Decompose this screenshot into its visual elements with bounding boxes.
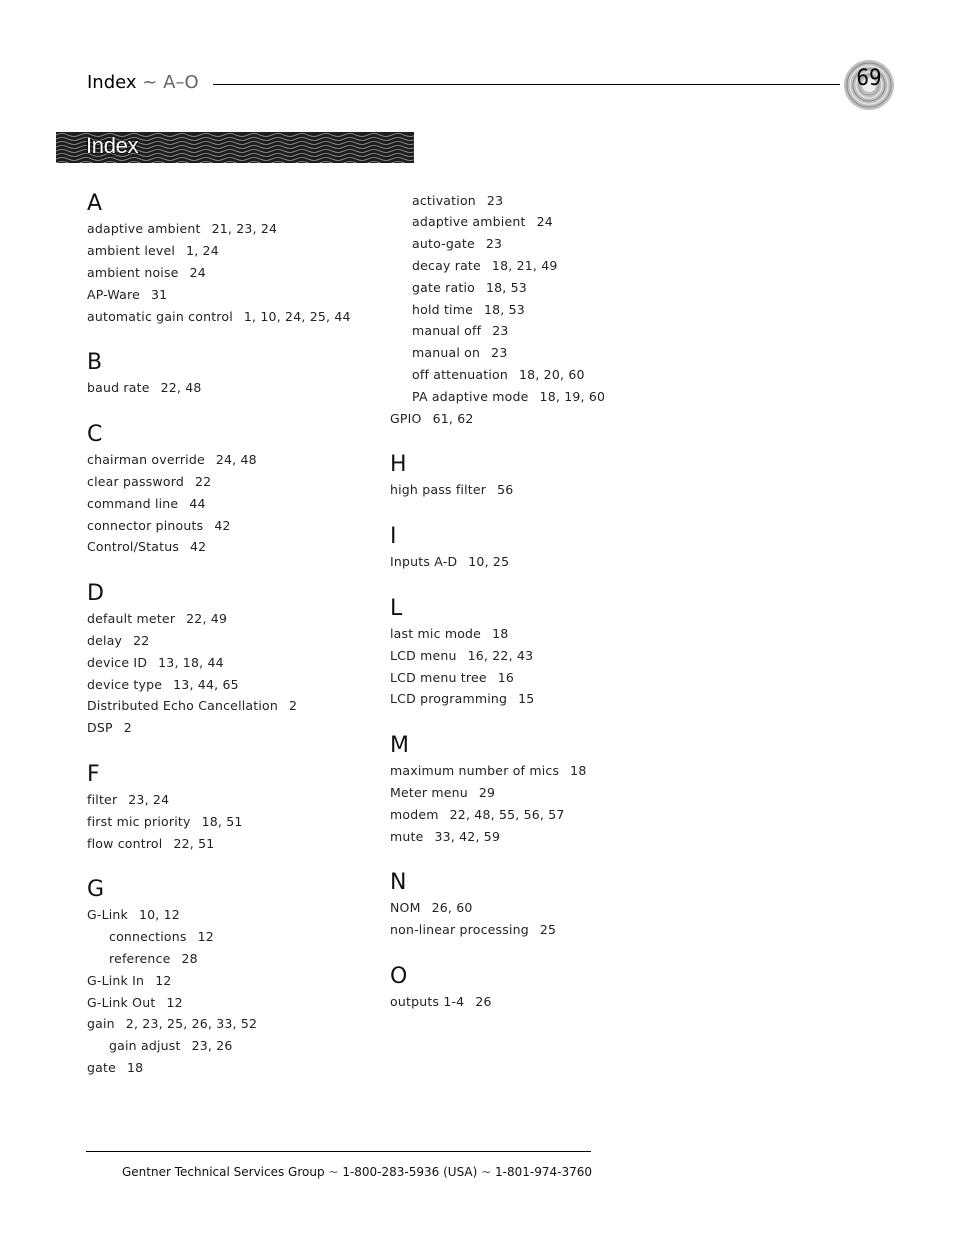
index-entry: Inputs A-D 10, 25 [390, 554, 510, 569]
footer-separator: ~ [328, 1165, 339, 1179]
index-entry: outputs 1-4 26 [390, 994, 492, 1009]
header-tilde: ~ [142, 72, 158, 93]
letter-heading-g: G [87, 877, 105, 902]
index-subentry: manual off 23 [412, 323, 509, 338]
banner-title: Index [86, 133, 139, 158]
index-subentry: decay rate 18, 21, 49 [412, 258, 558, 273]
index-entry: connector pinouts 42 [87, 518, 231, 533]
letter-heading-l: L [390, 596, 403, 621]
letter-heading-h: H [390, 452, 407, 477]
index-entry: flow control 22, 51 [87, 836, 215, 851]
index-entry: filter 23, 24 [87, 792, 170, 807]
letter-heading-d: D [87, 581, 104, 606]
index-entry: command line 44 [87, 496, 206, 511]
index-entry: LCD menu 16, 22, 43 [390, 648, 534, 663]
index-subentry: gate ratio 18, 53 [412, 280, 527, 295]
header-rule [213, 84, 840, 85]
index-subentry: off attenuation 18, 20, 60 [412, 367, 585, 382]
index-entry: AP-Ware 31 [87, 287, 168, 302]
index-subentry: PA adaptive mode 18, 19, 60 [412, 389, 606, 404]
index-entry: clear password 22 [87, 474, 212, 489]
index-entry: first mic priority 18, 51 [87, 814, 243, 829]
index-subentry: adaptive ambient 24 [412, 214, 553, 229]
index-entry: LCD programming 15 [390, 691, 535, 706]
index-entry: LCD menu tree 16 [390, 670, 515, 685]
index-subentry: connections 12 [109, 929, 214, 944]
footer-separator: ~ [481, 1165, 492, 1179]
index-entry: delay 22 [87, 633, 150, 648]
index-entry: device type 13, 44, 65 [87, 677, 239, 692]
letter-heading-b: B [87, 350, 103, 375]
index-subentry: auto-gate 23 [412, 236, 503, 251]
index-entry: chairman override 24, 48 [87, 452, 257, 467]
index-subentry: gain adjust 23, 26 [109, 1038, 233, 1053]
index-entry: ambient level 1, 24 [87, 243, 219, 258]
index-entry: maximum number of mics 18 [390, 763, 587, 778]
letter-heading-n: N [390, 870, 407, 895]
index-entry: ambient noise 24 [87, 265, 206, 280]
index-entry: high pass filter 56 [390, 482, 514, 497]
index-entry: NOM 26, 60 [390, 900, 473, 915]
footer-rule [86, 1151, 591, 1152]
header-range: A–O [163, 72, 199, 93]
index-entry: modem 22, 48, 55, 56, 57 [390, 807, 565, 822]
letter-heading-o: O [390, 964, 408, 989]
header-section: Index [87, 72, 137, 93]
letter-heading-a: A [87, 191, 103, 216]
letter-heading-m: M [390, 733, 409, 758]
letter-heading-f: F [87, 762, 100, 787]
footer-org: Gentner Technical Services Group [122, 1165, 325, 1179]
footer-phone-usa: 1-800-283-5936 (USA) [342, 1165, 478, 1179]
index-entry: default meter 22, 49 [87, 611, 228, 626]
index-subentry: manual on 23 [412, 345, 508, 360]
index-entry: Meter menu 29 [390, 785, 496, 800]
index-entry: last mic mode 18 [390, 626, 509, 641]
index-entry: adaptive ambient 21, 23, 24 [87, 221, 278, 236]
letter-heading-c: C [87, 422, 103, 447]
index-subentry: hold time 18, 53 [412, 302, 525, 317]
index-entry: GPIO 61, 62 [390, 411, 474, 426]
index-entry: Distributed Echo Cancellation 2 [87, 698, 298, 713]
index-entry: non-linear processing 25 [390, 922, 557, 937]
page-footer [122, 1165, 592, 1179]
index-entry: Control/Status 42 [87, 539, 207, 554]
letter-heading-i: I [390, 524, 397, 549]
index-entry: baud rate 22, 48 [87, 380, 202, 395]
index-entry: automatic gain control 1, 10, 24, 25, 44 [87, 309, 351, 324]
index-entry: mute 33, 42, 59 [390, 829, 501, 844]
page-number: 69 [856, 66, 882, 91]
index-entry: G-Link In 12 [87, 973, 172, 988]
index-entry: G-Link 10, 12 [87, 907, 180, 922]
index-subentry: reference 28 [109, 951, 198, 966]
index-entry: G-Link Out 12 [87, 995, 183, 1010]
running-header [87, 72, 199, 93]
index-subentry: activation 23 [412, 193, 504, 208]
index-entry: DSP 2 [87, 720, 132, 735]
index-entry: gain 2, 23, 25, 26, 33, 52 [87, 1016, 258, 1031]
footer-phone-intl: 1-801-974-3760 [495, 1165, 592, 1179]
index-entry: device ID 13, 18, 44 [87, 655, 224, 670]
index-entry: gate 18 [87, 1060, 144, 1075]
